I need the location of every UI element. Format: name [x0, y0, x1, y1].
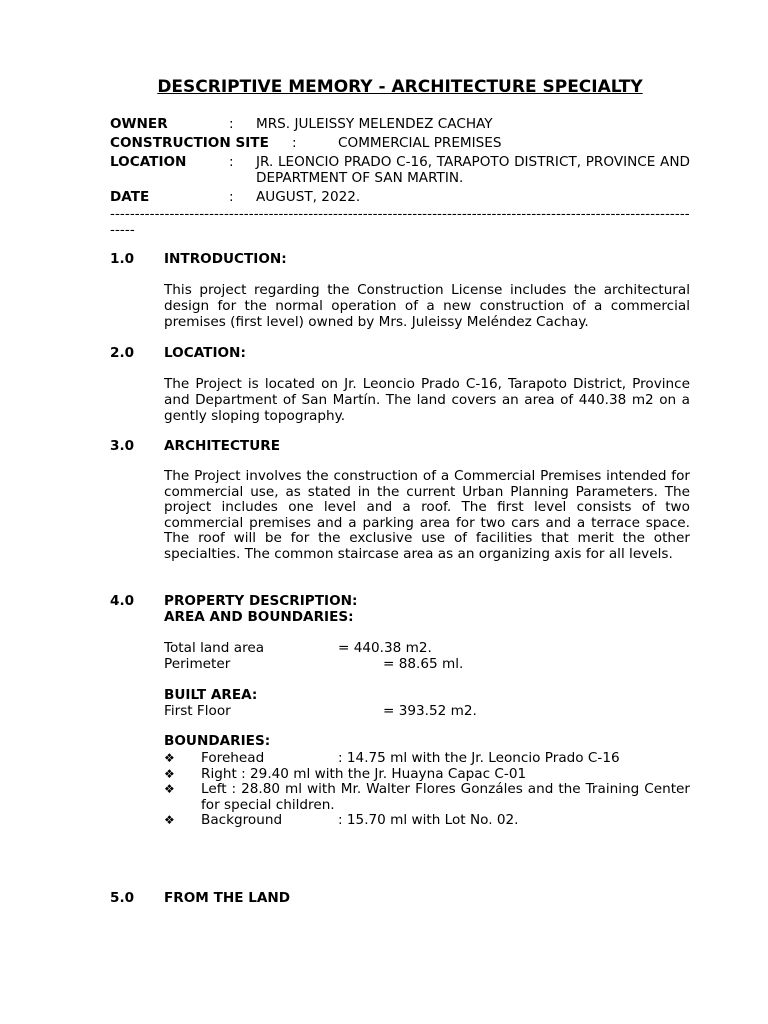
perimeter-value: = 88.65 ml.	[383, 656, 464, 672]
date-value: AUGUST, 2022.	[256, 189, 361, 205]
owner-value: MRS. JULEISSY MELENDEZ CACHAY	[256, 116, 493, 132]
owner-colon: :	[229, 116, 234, 132]
section-5-number: 5.0	[110, 890, 135, 906]
built-area-heading: BUILT AREA:	[164, 687, 258, 703]
section-1-heading: INTRODUCTION:	[164, 251, 287, 267]
perimeter-label: Perimeter	[164, 656, 231, 672]
section-3-heading: ARCHITECTURE	[164, 438, 280, 454]
separator-line: --------------------------------------------------------------------------------------------------------------------------	[110, 206, 690, 238]
right-boundary: Right : 29.40 ml with the Jr. Huayna Capac C-01	[201, 766, 527, 782]
location-label: LOCATION	[110, 154, 187, 170]
section-4-number: 4.0	[110, 593, 135, 609]
first-floor-label: First Floor	[164, 703, 231, 719]
boundaries-heading: BOUNDARIES:	[164, 733, 271, 749]
bullet-icon: ❖	[164, 782, 175, 796]
location-value: JR. LEONCIO PRADO C-16, TARAPOTO DISTRICT, PROVINCE AND DEPARTMENT OF SAN MARTIN.	[256, 154, 690, 186]
site-label: CONSTRUCTION SITE	[110, 135, 269, 151]
section-4-heading: PROPERTY DESCRIPTION:	[164, 593, 358, 609]
section-1-body: This project regarding the Construction License includes the architectural design for the normal operation of a new construction of a commercial premises (first level) owned by Mrs. Juleissy Meléndez Cachay.	[164, 282, 690, 330]
section-3-body: The Project involves the construction of a Commercial Premises intended for commercial use, as stated in the current Urban Planning Parameters. The project includes one level and a roof. The first level consists of two commercial premises and a parking area for two cars and a terrace space. The roof will be for the exclusive use of facilities that merit the other specialties. The common staircase area as an organizing axis for all levels.	[164, 468, 690, 562]
left-boundary: Left : 28.80 ml with Mr. Walter Flores Gonzáles and the Training Center for special children.	[201, 781, 690, 813]
background-value: : 15.70 ml with Lot No. 02.	[338, 812, 519, 828]
site-colon: :	[292, 135, 297, 151]
forehead-label: Forehead	[201, 750, 265, 766]
owner-label: OWNER	[110, 116, 168, 132]
section-3-number: 3.0	[110, 438, 135, 454]
first-floor-value: = 393.52 m2.	[383, 703, 477, 719]
document-title: DESCRIPTIVE MEMORY - ARCHITECTURE SPECIALTY	[157, 77, 643, 97]
site-value: COMMERCIAL PREMISES	[338, 135, 502, 151]
background-label: Background	[201, 812, 283, 828]
total-land-area-value: = 440.38 m2.	[338, 640, 432, 656]
total-land-area-label: Total land area	[164, 640, 265, 656]
section-2-heading: LOCATION:	[164, 345, 246, 361]
bullet-icon: ❖	[164, 813, 175, 827]
section-2-number: 2.0	[110, 345, 135, 361]
date-colon: :	[229, 189, 234, 205]
forehead-value: : 14.75 ml with the Jr. Leoncio Prado C-16	[338, 750, 620, 766]
bullet-icon: ❖	[164, 751, 175, 765]
date-label: DATE	[110, 189, 150, 205]
section-5-heading: FROM THE LAND	[164, 890, 291, 906]
section-2-body: The Project is located on Jr. Leoncio Prado C-16, Tarapoto District, Province and Department of San Martín. The land covers an area of 440.38 m2 on a gently sloping topography.	[164, 376, 690, 424]
location-colon: :	[229, 154, 234, 170]
section-1-number: 1.0	[110, 251, 135, 267]
bullet-icon: ❖	[164, 767, 175, 781]
area-boundaries-heading: AREA AND BOUNDARIES:	[164, 609, 354, 625]
